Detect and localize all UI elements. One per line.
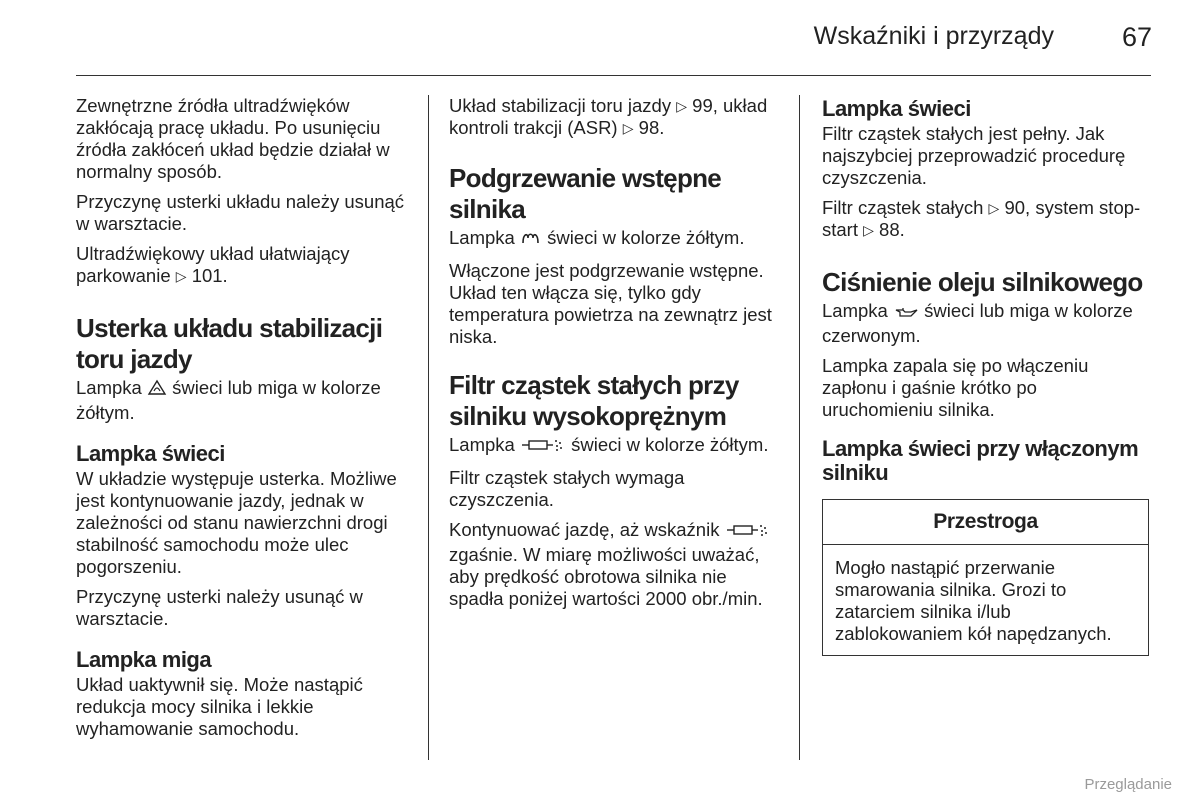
paragraph-text: Kontynuować jazdę, aż wskaźnik: [449, 519, 725, 540]
paragraph: Włączone jest podgrzewanie wstępne. Układ ten włącza się, tylko gdy temperatura powietrza na zewnątrz jest niska.: [449, 260, 772, 347]
paragraph: [449, 434, 784, 459]
page-reference: 101.: [191, 265, 228, 286]
section-heading-oil-pressure: Ciśnienie oleju silnikowego: [822, 267, 1143, 297]
caution-text: Mogło nastąpić przerwanie smarowania silnika. Grozi to zatarciem silnika i/lub zablokowaniem kół napędzanych.: [835, 557, 1112, 644]
column-left: [76, 95, 411, 748]
paragraph-text: Ultradźwiękowy układ ułatwiający parkowanie: [76, 243, 350, 286]
reference-triangle-icon: ▷: [676, 98, 688, 114]
glow-plug-coil-icon: [520, 229, 542, 252]
subheading-lamp-flashing: Lampka miga: [76, 647, 212, 672]
page-reference: 88.: [879, 219, 905, 240]
paragraph-text: układ kontroli trakcji (ASR): [449, 95, 768, 138]
reference-triangle-icon: ▷: [175, 268, 187, 284]
paragraph: [822, 300, 1152, 347]
paragraph-text: świeci w kolorze żółtym.: [541, 227, 745, 248]
paragraph-text: Lampka: [449, 434, 520, 455]
paragraph-text: świeci lub miga w kolorze czerwonym.: [822, 300, 1133, 346]
subheading-lamp-on-engine-running: Lampka świeci przy włączonym silniku: [822, 436, 1139, 485]
diesel-particulate-filter-icon: [520, 436, 566, 459]
paragraph-text: Lampka: [449, 227, 520, 248]
page-number: 67: [1121, 22, 1152, 52]
section-heading-dpf: Filtr cząstek stałych przy silniku wysokoprężnym: [449, 370, 739, 431]
header-rule: [76, 75, 1151, 76]
paragraph-text: Lampka: [76, 377, 147, 398]
oil-can-icon: [893, 303, 919, 325]
paragraph: [76, 377, 411, 424]
reference-triangle-icon: ▷: [988, 200, 1000, 216]
section-heading-esc-fault: Usterka układu stabilizacji toru jazdy: [76, 313, 383, 374]
paragraph-text: Lampka: [822, 300, 893, 321]
paragraph-text: zgaśnie. W miarę możliwości uważać, aby prędkość obrotowa silnika nie spadła poniżej wartości 2000 obr./min.: [449, 544, 763, 609]
paragraph-text: Filtr cząstek stałych: [822, 197, 989, 218]
reference-triangle-icon: ▷: [622, 120, 634, 136]
caution-box: [822, 499, 1149, 656]
paragraph: Filtr cząstek stałych jest pełny. Jak najszybciej przeprowadzić procedurę czyszczenia.: [822, 123, 1126, 188]
paragraph: Lampka zapala się po włączeniu zapłonu i gaśnie krótko po uruchomieniu silnika.: [822, 355, 1089, 420]
page-header-title: Wskaźniki i przyrządy: [813, 22, 1054, 50]
paragraph: Przyczynę usterki układu należy usunąć w warsztacie.: [76, 191, 405, 234]
paragraph: W układzie występuje usterka. Możliwe jest kontynuowanie jazdy, jednak w zależności od stanu nawierzchni drogi stabilność samochodu może ulec pogorszeniu.: [76, 468, 397, 577]
paragraph-text: Układ stabilizacji toru jazdy: [449, 95, 677, 116]
paragraph: [449, 227, 784, 252]
column-divider-right: [799, 95, 800, 760]
subheading-lamp-on: Lampka świeci: [822, 96, 971, 121]
paragraph: Przyczynę usterki należy usunąć w warsztacie.: [76, 586, 363, 629]
paragraph-text: świeci lub miga w kolorze żółtym.: [76, 377, 381, 423]
paragraph-text: system stop-start: [822, 197, 1141, 240]
paragraph: Układ uaktywnił się. Może nastąpić redukcja mocy silnika i lekkie wyhamowanie samochodu.: [76, 674, 363, 739]
paragraph: [449, 519, 784, 610]
paragraph: Zewnętrzne źródła ultradźwięków zakłócają pracę układu. Po usunięciu źródła zakłóceń układ będzie działał w normalny sposób.: [76, 95, 390, 182]
paragraph-text: świeci w kolorze żółtym.: [565, 434, 769, 455]
esc-warning-lamp-icon: [147, 379, 167, 402]
footer-watermark: Przeglądanie: [1084, 776, 1172, 793]
column-right: [822, 95, 1152, 656]
caution-title: Przestroga: [823, 500, 1148, 545]
page-reference: 98.: [638, 117, 665, 138]
paragraph: [449, 95, 784, 139]
paragraph: [76, 243, 411, 287]
column-middle: [449, 95, 784, 618]
column-divider-left: [428, 95, 429, 760]
page-reference: 90,: [1004, 197, 1031, 218]
paragraph: Filtr cząstek stałych wymaga czyszczenia.: [449, 467, 685, 510]
section-heading-preheat: Podgrzewanie wstępne silnika: [449, 163, 722, 224]
diesel-particulate-filter-icon: [725, 521, 771, 544]
reference-triangle-icon: ▷: [863, 222, 874, 238]
page-reference: 99,: [692, 95, 718, 116]
subheading-lamp-on: Lampka świeci: [76, 441, 225, 466]
paragraph: [822, 197, 1152, 241]
